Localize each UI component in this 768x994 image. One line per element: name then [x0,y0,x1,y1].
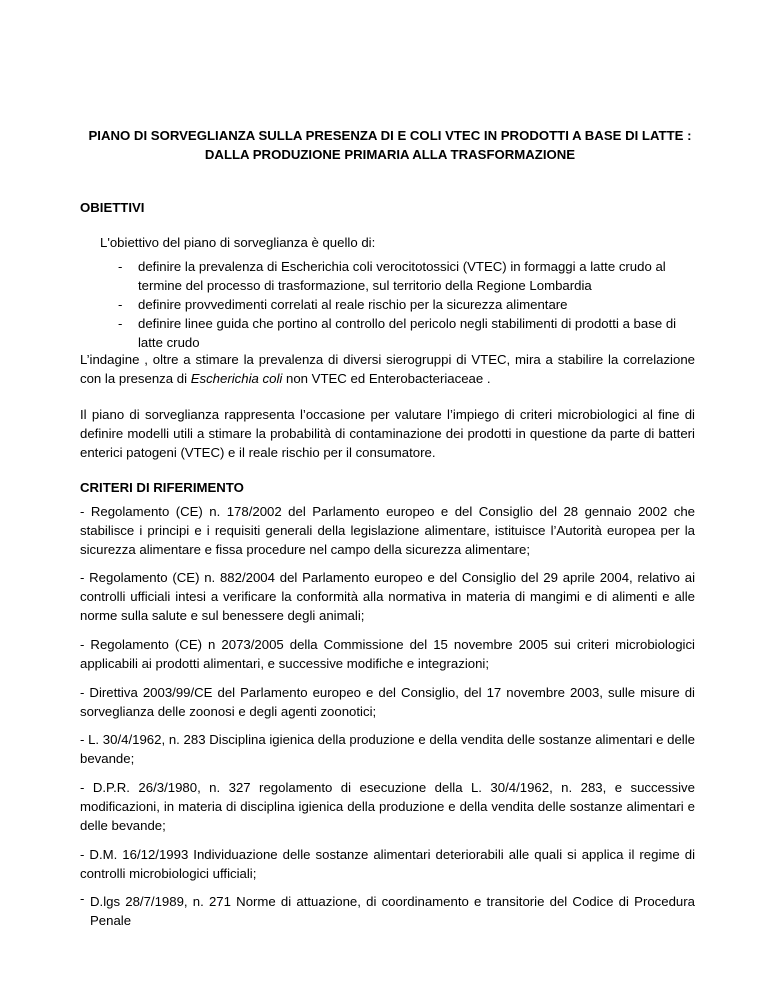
title-line-1: PIANO DI SORVEGLIANZA SULLA PRESENZA DI E COLI VTEC IN PRODOTTI A BASE DI LATTE : [88,128,692,143]
list-item: - definire linee guida che portino al controllo del pericolo negli stabilimenti di prodotti a base di latte crudo [118,316,677,350]
document-title [80,126,700,164]
title-line-2: DALLA PRODUZIONE PRIMARIA ALLA TRASFORMAZIONE [204,147,576,162]
criteri-item: - D.M. 16/12/1993 Individuazione delle sostanze alimentari deteriorabili alle quali si applica il regime di controlli microbiologici ufficiali; [80,847,695,881]
criteri-item: - Regolamento (CE) n 2073/2005 della Commissione del 15 novembre 2005 sui criteri microbiologici applicabili ai prodotti alimentari, e successive modifiche e integrazioni; [80,637,695,671]
section-heading-criteri: CRITERI DI RIFERIMENTO [80,480,244,495]
obiettivi-list [118,257,698,352]
criteri-item: - L. 30/4/1962, n. 283 Disciplina igienica della produzione e della vendita delle sostanze alimentari e delle bevande; [80,732,695,766]
obiettivi-intro: L'obiettivo del piano di sorveglianza è quello di: [100,235,376,250]
criteri-item: - Regolamento (CE) n. 882/2004 del Parlamento europeo e del Consiglio del 29 aprile 2004, relativo ai controlli ufficiali intesi a verificare la conformità alla normativa in materia di mangimi e di alimenti e alle norme sulla salute e sul benessere degli animali; [80,570,695,623]
criteri-item-last: - D.lgs 28/7/1989, n. 271 Norme di attuazione, di coordinamento e transitorie del Codice di Procedura Penale [80,891,695,928]
criteri-item: - Direttiva 2003/99/CE del Parlamento europeo e del Consiglio, del 17 novembre 2003, sulle misure di sorveglianza delle zoonosi e degli agenti zoonotici; [80,685,695,719]
section-heading-obiettivi: OBIETTIVI [80,200,145,215]
list-item: - definire la prevalenza di Escherichia coli verocitotossici (VTEC) in formaggi a latte crudo al termine del processo di trasformazione, sul territorio della Regione Lombardia [118,259,666,293]
obiettivi-paragraph-1: L’indagine , oltre a stimare la prevalenza di diversi sierogruppi di VTEC, mira a stabilire la correlazione con la presenza di Escherichia coli non VTEC ed Enterobacteriaceae . [80,352,695,386]
criteri-item: - D.P.R. 26/3/1980, n. 327 regolamento di esecuzione della L. 30/4/1962, n. 283, e successive modificazioni, in materia di disciplina igienica della produzione e della vendita delle sostanze alimentari e delle bevande; [80,780,695,833]
obiettivi-paragraph-2: Il piano di sorveglianza rappresenta l’occasione per valutare l’impiego di criteri microbiologici al fine di definire modelli utili a stimare la probabilità di contaminazione dei prodotti in questione da parte di batteri enterici patogeni (VTEC) e il reale rischio per il consumatore. [80,407,695,460]
list-item: - definire provvedimenti correlati al reale rischio per la sicurezza alimentare [118,297,568,312]
dash-marker: - [80,891,85,906]
criteri-item: - Regolamento (CE) n. 178/2002 del Parlamento europeo e del Consiglio del 28 gennaio 2002 che stabilisce i principi e i requisiti generali della legislazione alimentare, istituisce l’Autorità europea per la sicurezza alimentare e fissa procedure nel campo della sicurezza alimentare; [80,504,695,557]
